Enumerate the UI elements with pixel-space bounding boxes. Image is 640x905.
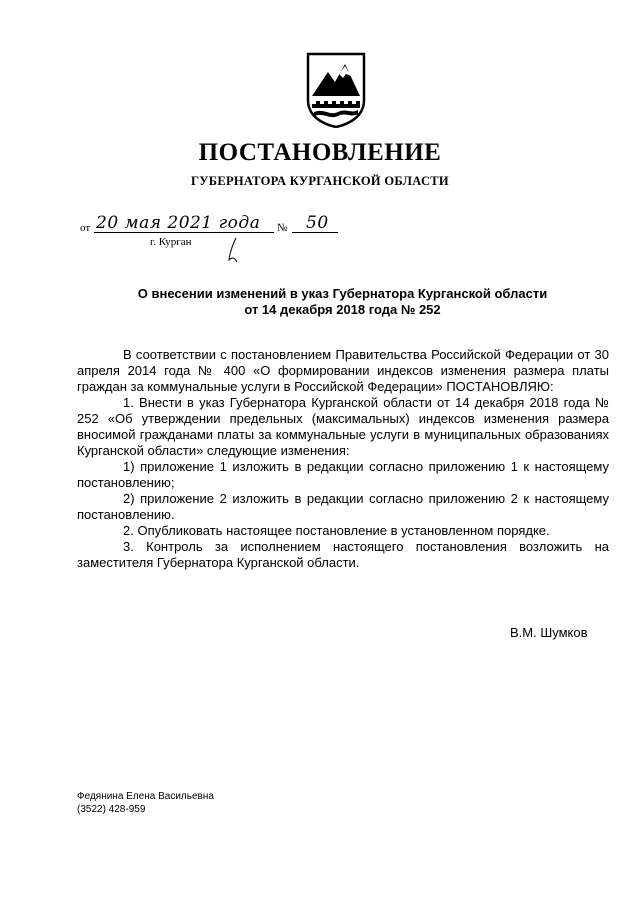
coat-of-arms-emblem <box>306 52 366 128</box>
heading-line-2: от 14 декабря 2018 года № 252 <box>244 302 441 317</box>
paragraph-subitem-2: 2) приложение 2 изложить в редакции согласно приложению 2 к настоящему постановлению. <box>77 491 609 522</box>
document-heading <box>60 286 625 318</box>
signatory-name: В.М. Шумков <box>510 625 588 640</box>
document-title: ПОСТАНОВЛЕНИЕ <box>198 139 442 166</box>
paragraph-preamble <box>77 347 609 395</box>
handwritten-date: 20 мая 2021 года <box>96 213 261 233</box>
date-prefix: от <box>80 222 91 234</box>
executor-block <box>77 790 214 816</box>
paragraph-item-1: 1. Внести в указ Губернатора Курганской области от 14 декабря 2018 года № 252 «Об утверждении предельных (максимальных) индексов изменения размера вносимой гражданами платы за коммунальные услуги в муниципальных образованиях Курганской области» следующие изменения: <box>77 395 609 458</box>
paragraph-item-3: 3. Контроль за исполнением настоящего постановления возложить на заместителя Губернатора Курганской области. <box>77 539 609 570</box>
decree-word: ПОСТАНОВЛЯЮ: <box>446 379 554 394</box>
number-prefix: № <box>277 222 288 234</box>
executor-name: Федянина Елена Васильевна <box>77 791 214 802</box>
heading-line-1: О внесении изменений в указ Губернатора Курганской области <box>137 286 548 301</box>
document-body <box>77 347 609 571</box>
paragraph-subitem-1: 1) приложение 1 изложить в редакции согласно приложению 1 к настоящему постановлению; <box>77 459 609 490</box>
document-subtitle: ГУБЕРНАТОРА КУРГАНСКОЙ ОБЛАСТИ <box>191 174 449 188</box>
paragraph-item-2: 2. Опубликовать настоящее постановление в установленном порядке. <box>123 523 550 538</box>
executor-phone: (3522) 428-959 <box>77 804 146 815</box>
handwritten-mark <box>227 236 241 264</box>
preamble-text: В соответствии с постановлением Правительства Российской Федерации от 30 апреля 2014 года № 400 «О формировании индексов изменения размера платы граждан за коммунальные услуги в Российской Федерации» <box>77 347 609 394</box>
handwritten-number: 50 <box>306 213 329 233</box>
city-label: г. Курган <box>150 236 192 248</box>
